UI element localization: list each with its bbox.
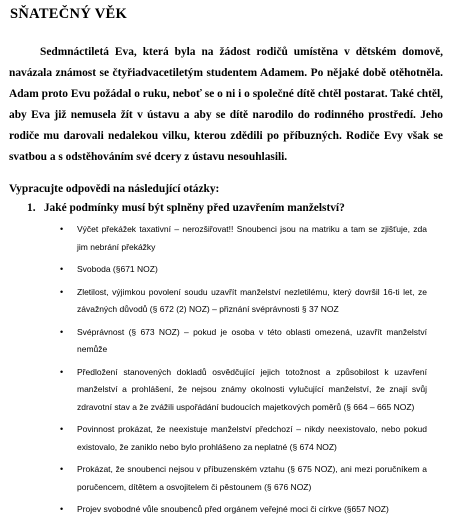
- list-item: [59, 261, 427, 279]
- case-paragraph: Sedmnáctiletá Eva, která byla na žádost rodičů umístěna v dětském domově, navázala známost se čtyřiadvacetiletým studentem Adamem. Po nějaké době otěhotněla. Adam proto Evu požádal o ruku, neboť se o ni i o společné dítě chtěl postarat. Také chtěl, aby Eva již nemusela žít v ústavu a aby se dítě narodilo do rodinného prostředí. Jeho rodiče mu darovali nedalekou vilku, kterou zdědili po příbuzných. Rodiče Evy však se svatbou a s odstěhováním své dcery z ústavu nesouhlasili.: [9, 46, 443, 163]
- list-item: [59, 461, 427, 496]
- list-item-text: Povinnost prokázat, že neexistuje manželství předchozí – nikdy neexistovalo, nebo pokud existovalo, že zaniklo nebo bylo prohlášeno za neplatné (§ 674 NOZ): [77, 424, 427, 452]
- question-number: 1.: [27, 202, 36, 214]
- question-1: [27, 202, 345, 214]
- bullet-icon: •: [60, 224, 64, 234]
- list-item: [59, 501, 427, 519]
- question-text: Jaké podmínky musí být splněny před uzavřením manželství?: [43, 202, 345, 214]
- list-item-text: Zletilost, výjimkou povolení soudu uzavřít manželství nezletilému, který dovršil 16-ti let, ze závažných důvodů (§ 672 (2) NOZ) – přiznání svéprávnosti § 37 NOZ: [77, 286, 427, 314]
- list-item: [59, 364, 427, 417]
- instruction-text: Vypracujte odpovědi na následující otázky:: [9, 183, 220, 195]
- bullet-icon: •: [60, 464, 64, 474]
- list-item: [59, 284, 427, 319]
- bullet-icon: •: [60, 326, 64, 337]
- list-item: [59, 324, 427, 359]
- bullet-icon: •: [60, 286, 64, 297]
- bullet-icon: •: [60, 264, 64, 274]
- document-title: SŇATEČNÝ VĚK: [10, 6, 128, 22]
- list-item: [59, 221, 427, 256]
- list-item: [59, 421, 427, 456]
- list-item-text: Předložení stanovených dokladů osvědčující jejich totožnost a způsobilost k uzavření manželství a prohlášení, že nejsou známy okolnosti vylučující manželství, že znají svůj zdravotní stav a že zvážili uspořádání budoucích majetkových poměrů (§ 664 – 665 NOZ): [77, 366, 427, 412]
- bullet-icon: •: [60, 366, 64, 377]
- bullet-icon: •: [60, 504, 64, 514]
- answer-list: [59, 221, 427, 522]
- list-item-text: Svoboda (§671 NOZ): [77, 264, 158, 274]
- bullet-icon: •: [60, 424, 64, 434]
- list-item-text: Svéprávnost (§ 673 NOZ) – pokud je osoba v této oblasti omezená, uzavřít manželství nemůže: [77, 326, 427, 354]
- list-item-text: Projev svobodné vůle snoubenců před orgánem veřejné moci či církve (§657 NOZ): [77, 504, 389, 514]
- list-item-text: Výčet překážek taxativní – nerozšiřovat!! Snoubenci jsou na matriku a tam se zjišťuje, zda jim nebrání překážky: [77, 224, 427, 252]
- list-item-text: Prokázat, že snoubenci nejsou v příbuzenském vztahu (§ 675 NOZ), ani mezi poručníkem a poručencem, dítětem a osvojitelem či pěstounem (§ 676 NOZ): [77, 464, 427, 492]
